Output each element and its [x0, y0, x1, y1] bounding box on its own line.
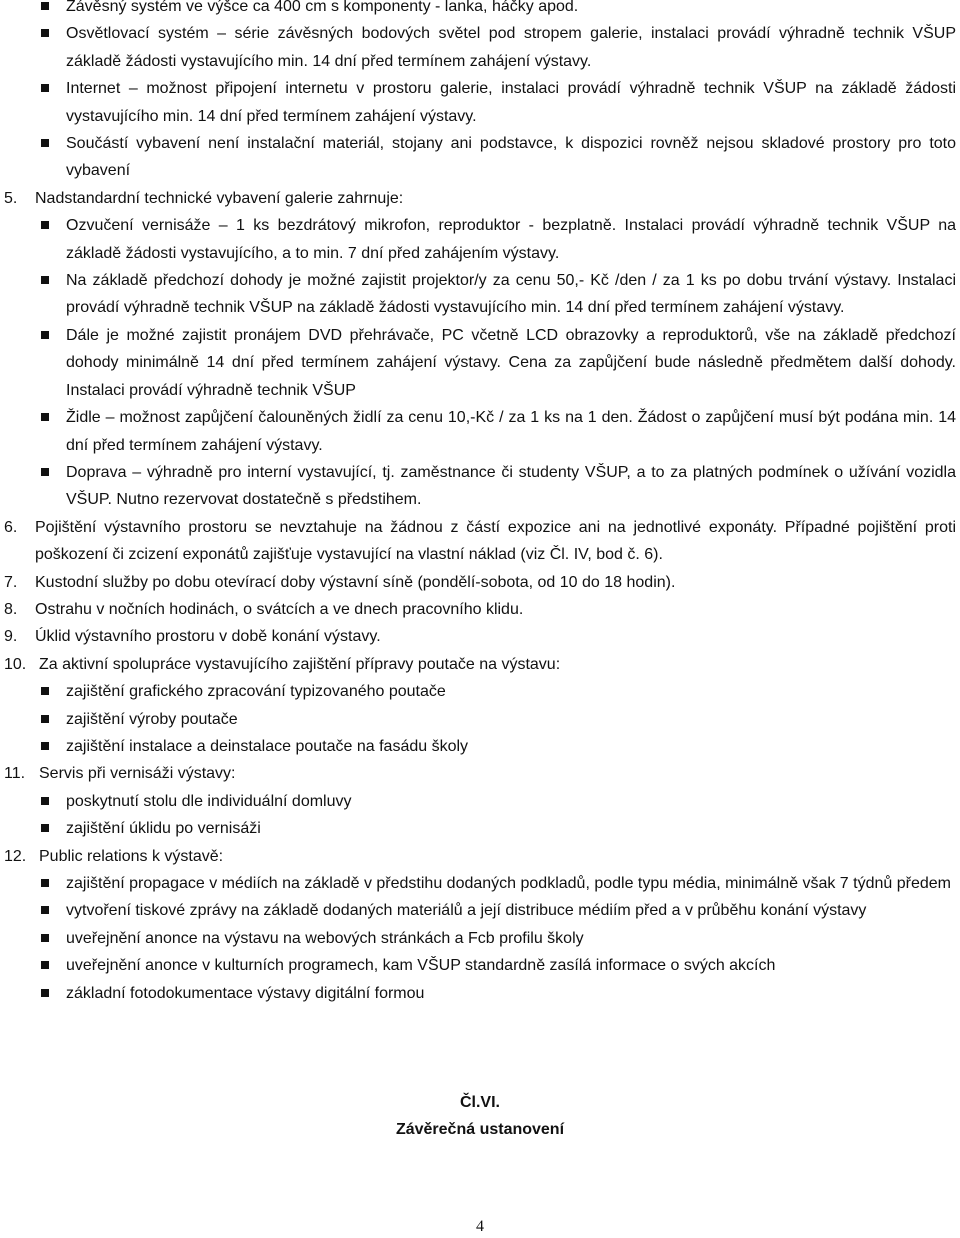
item-number: 5. [4, 189, 18, 207]
square-bullet-icon [41, 331, 49, 339]
square-bullet-icon [41, 879, 49, 887]
item-text: Na základě předchozí dohody je možné zajistit projektor/y za cenu 50,- Kč /den / za 1 ks po dobu trvání výstavy. Instalaci provádí výhradně technik VŠUP na základě žádosti vystavujícího min. 14 dní před termínem zahájení výstavy. [66, 272, 956, 317]
square-bullet-icon [41, 468, 49, 476]
item-text: Servis při vernisáži výstavy: [39, 765, 236, 783]
item-text: Internet – možnost připojení internetu v prostoru galerie, instalaci provádí výhradně technik VŠUP na základě žádosti vystavujícího min. 14 dní před termínem zahájení výstavy. [66, 80, 956, 125]
bullet-item [0, 212, 960, 267]
square-bullet-icon [41, 961, 49, 969]
item-number: 11. [4, 765, 26, 783]
bullet-item [0, 404, 960, 459]
bullet-item [0, 980, 960, 1007]
bullet-item [0, 0, 960, 20]
bullet-item [0, 733, 960, 760]
numbered-item [0, 760, 960, 787]
item-text: Za aktivní spolupráce vystavujícího zajištění přípravy poutače na výstavu: [39, 655, 561, 673]
numbered-item [0, 596, 960, 623]
item-number: 12. [4, 847, 27, 865]
bullet-item [0, 952, 960, 979]
numbered-item [0, 623, 960, 650]
item-text: základní fotodokumentace výstavy digitální formou [66, 984, 425, 1002]
square-bullet-icon [41, 797, 49, 805]
square-bullet-icon [41, 906, 49, 914]
item-text: uveřejnění anonce v kulturních programech, kam VŠUP standardně zasílá informace o svých akcích [66, 957, 776, 975]
item-text: poskytnutí stolu dle individuální domluvy [66, 792, 352, 810]
square-bullet-icon [41, 989, 49, 997]
square-bullet-icon [41, 413, 49, 421]
square-bullet-icon [41, 715, 49, 723]
bullet-item [0, 459, 960, 514]
item-text: Ozvučení vernisáže – 1 ks bezdrátový mikrofon, reproduktor - bezplatně. Instalaci provádí výhradně technik VŠUP na základě žádosti vystavujícího, a to min. 7 dní před zahájením výstavy. [66, 217, 956, 262]
bullet-item [0, 815, 960, 842]
article-number: Čl.VI. [459, 1094, 500, 1112]
bullet-item [0, 870, 960, 897]
bullet-item [0, 897, 960, 924]
bullet-item [0, 75, 960, 130]
item-number: 10. [4, 655, 27, 673]
numbered-item [0, 651, 960, 678]
bullet-item [0, 925, 960, 952]
bullet-item [0, 130, 960, 185]
item-text: Dále je možné zajistit pronájem DVD přehrávače, PC včetně LCD obrazovky a reproduktorů, vše na základě předchozí dohody minimálně 14 dní před termínem zahájení výstavy. Cena za zapůjčení bude následně předmětem další dohody. Instalaci provádí výhradně technik VŠUP [66, 326, 956, 399]
square-bullet-icon [41, 276, 49, 284]
square-bullet-icon [41, 139, 49, 147]
item-text: Kustodní služby po dobu otevírací doby výstavní síně (pondělí-sobota, od 10 do 18 hodin). [35, 573, 676, 591]
square-bullet-icon [41, 84, 49, 92]
square-bullet-icon [41, 29, 49, 37]
item-text: Židle – možnost zapůjčení čalouněných židlí za cenu 10,-Kč / za 1 ks na 1 den. Žádost o zapůjčení musí být podána min. 14 dní před termínem zahájení výstavy. [66, 409, 956, 454]
item-text: Pojištění výstavního prostoru se nevztahuje na žádnou z částí expozice ani na jednotlivé exponáty. Případné pojištění proti poškození či zcizení exponátů zajišťuje vystavující na vlastní náklad (viz Čl. IV, bod č. 6). [35, 518, 956, 564]
item-text: Úklid výstavního prostoru v době konání výstavy. [35, 628, 381, 646]
bullet-item [0, 322, 960, 404]
bullet-item [0, 678, 960, 705]
bullet-item [0, 20, 960, 75]
square-bullet-icon [41, 824, 49, 832]
item-text: Doprava – výhradně pro interní vystavující, tj. zaměstnance či studenty VŠUP, a to za platných podmínek o užívání vozidla VŠUP. Nutno rezervovat dostatečně s předstihem. [66, 463, 956, 509]
item-text: zajištění instalace a deinstalace poutače na fasádu školy [66, 737, 469, 755]
item-text: Public relations k výstavě: [39, 847, 224, 865]
bullet-item [0, 706, 960, 733]
bullet-item [0, 788, 960, 815]
numbered-item [0, 514, 960, 569]
numbered-item [0, 185, 960, 212]
square-bullet-icon [41, 2, 49, 10]
square-bullet-icon [41, 742, 49, 750]
item-text: vytvoření tiskové zprávy na základě dodaných materiálů a její distribuce médiím před a v průběhu konání výstavy [66, 902, 867, 920]
square-bullet-icon [41, 687, 49, 695]
item-text: Ostrahu v nočních hodinách, o svátcích a ve dnech pracovního klidu. [35, 600, 524, 618]
item-text: uveřejnění anonce na výstavu na webových stránkách a Fcb profilu školy [66, 929, 584, 947]
bullet-item [0, 267, 960, 322]
item-text: zajištění výroby poutače [66, 710, 238, 728]
item-number: 9. [4, 628, 18, 646]
item-text: zajištění grafického zpracování typizovaného poutače [66, 683, 446, 701]
item-number: 7. [4, 573, 18, 591]
item-text: zajištění propagace v médiích na základě v předstihu dodaných podkladů, podle typu média, minimálně však 7 týdnů předem [66, 875, 951, 892]
item-text: Nadstandardní technické vybavení galerie zahrnuje: [35, 189, 404, 207]
article-title: Závěrečná ustanovení [395, 1121, 565, 1139]
square-bullet-icon [41, 934, 49, 942]
numbered-item [0, 843, 960, 870]
item-text: Osvětlovací systém – série závěsných bodových světel pod stropem galerie, instalaci provádí výhradně technik VŠUP základě žádosti vystavujícího min. 14 dní před termínem zahájení výstavy. [66, 25, 956, 70]
numbered-item [0, 569, 960, 596]
item-text: zajištění úklidu po vernisáži [66, 820, 261, 838]
item-number: 6. [4, 518, 18, 536]
item-text: Závěsný systém ve výšce ca 400 cm s komponenty - lanka, háčky apod. [66, 0, 579, 15]
item-number: 8. [4, 600, 18, 618]
item-text: Součástí vybavení není instalační materiál, stojany ani podstavce, k dispozici rovněž nejsou skladové prostory pro toto vybavení [66, 135, 956, 180]
square-bullet-icon [41, 221, 49, 229]
page-number: 4 [476, 1218, 484, 1235]
